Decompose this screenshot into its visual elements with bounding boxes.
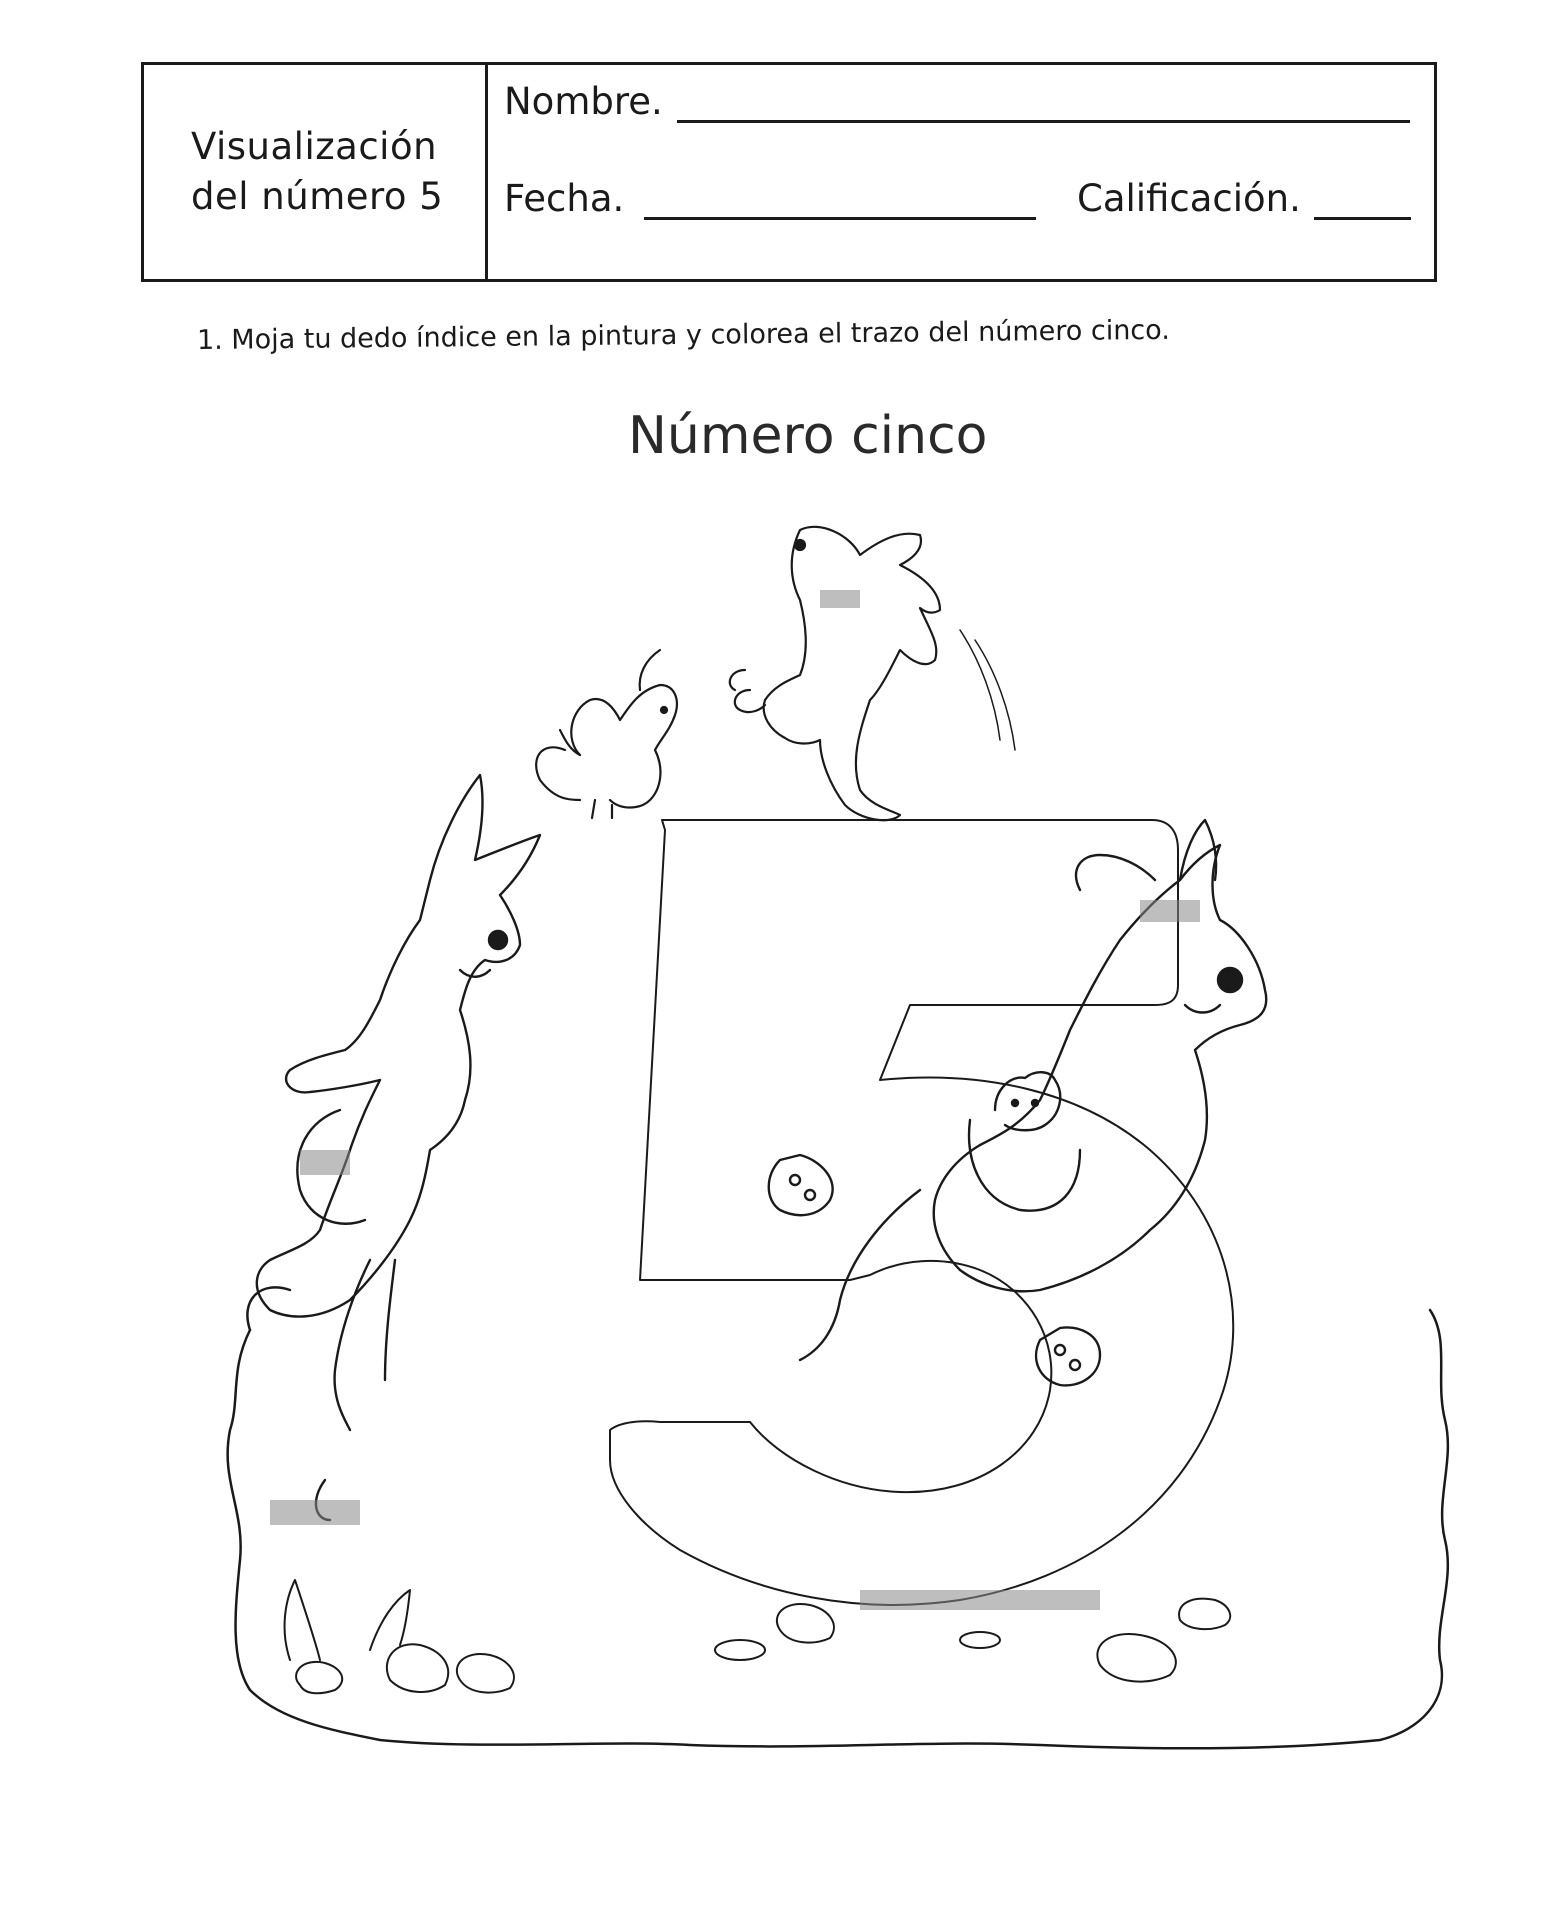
worksheet-title-line-2: del número 5 <box>191 175 444 218</box>
ground-outline <box>228 1310 1448 1748</box>
date-field[interactable] <box>644 217 1036 220</box>
worksheet-title-line-1: Visualización <box>191 125 438 168</box>
small-kangaroo-top <box>536 650 677 818</box>
instruction-text: 1. Moja tu dedo índice en la pintura y colorea el trazo del número cinco. <box>196 314 1170 356</box>
kangaroos-number-five-illustration <box>220 500 1480 1800</box>
worksheet-title-cell <box>144 65 488 279</box>
number-five-outline <box>610 820 1233 1605</box>
date-label: Fecha. <box>504 177 625 220</box>
kangaroo-left <box>257 775 540 1520</box>
name-field[interactable] <box>677 120 1410 123</box>
name-label: Nombre. <box>504 80 663 123</box>
grade-label: Calificación. <box>1077 177 1301 220</box>
grade-field[interactable] <box>1314 217 1411 220</box>
worksheet-header <box>141 62 1437 282</box>
page-heading: Número cinco <box>628 406 988 466</box>
jumping-kangaroo-top-right <box>730 527 1015 820</box>
